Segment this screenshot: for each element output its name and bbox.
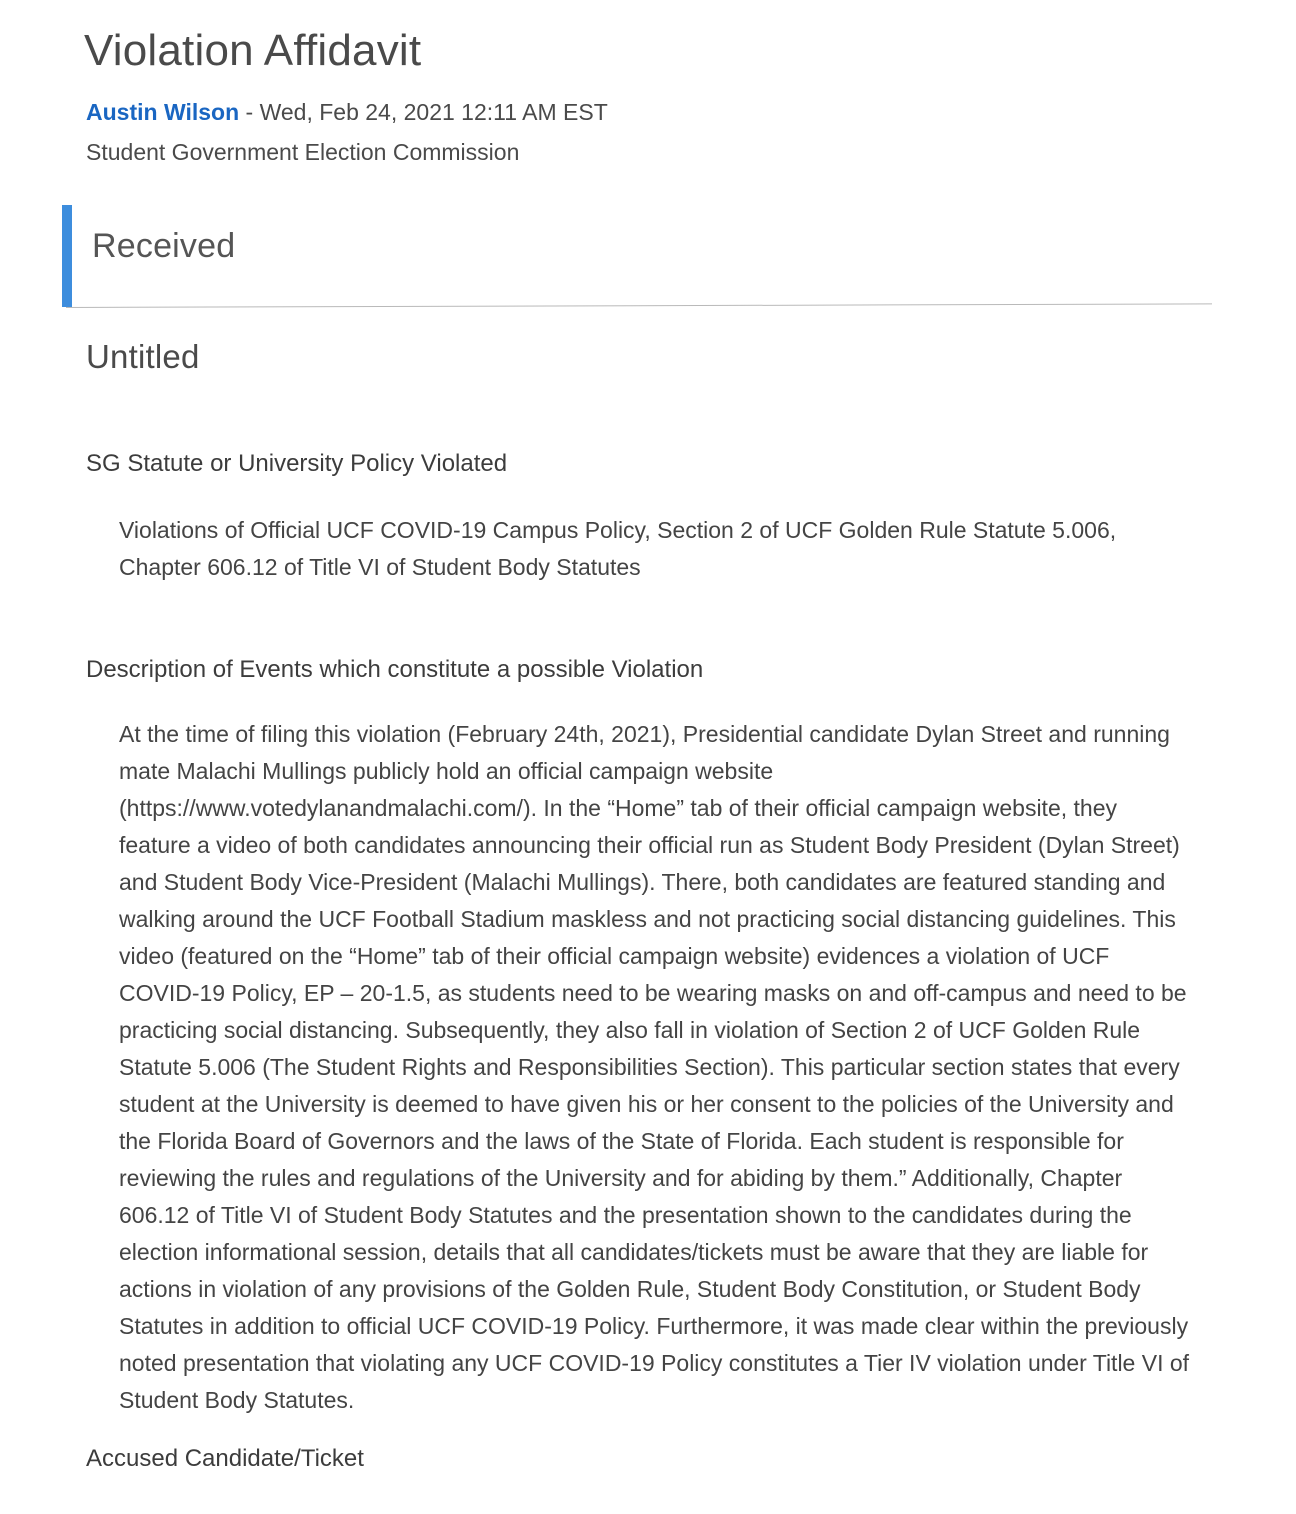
record-title: Untitled <box>86 338 200 375</box>
status-badge: Received <box>92 227 236 265</box>
field-label-description-of-events: Description of Events which constitute a possible Violation <box>86 656 704 683</box>
author-link[interactable]: Austin Wilson <box>86 99 240 125</box>
status-accent-bar <box>62 205 72 307</box>
submission-timestamp: Wed, Feb 24, 2021 12:11 AM EST <box>259 99 608 125</box>
field-label-statute-violated: SG Statute or University Policy Violated <box>86 450 508 477</box>
byline <box>86 99 608 127</box>
field-value-statute-violated: Violations of Official UCF COVID-19 Campus Policy, Section 2 of UCF Golden Rule Statute 5.006, Chapter 606.12 of Title VI of Student Body Statutes <box>119 517 1117 580</box>
field-label-accused-candidate-ticket: Accused Candidate/Ticket <box>86 1445 364 1472</box>
page-title: Violation Affidavit <box>84 26 422 75</box>
organization-name: Student Government Election Commission <box>86 139 520 165</box>
field-value-description-of-events: At the time of filing this violation (February 24th, 2021), Presidential candidate Dylan Street and running mate Malachi Mullings publicly hold an official campaign website (https://www.votedylanandmalachi.com/). In the “Home” tab of their official campaign website, they feature a video of both candidates announcing their official run as Student Body President (Dylan Street) and Student Body Vice-President (Malachi Mullings). There, both candidates are featured standing and walking around the UCF Football Stadium maskless and not practicing social distancing guidelines. This video (featured on the “Home” tab of their official campaign website) evidences a violation of UCF COVID-19 Policy, EP – 20-1.5, as students need to be wearing masks on and off-campus and need to be practicing social distancing. Subsequently, they also fall in violation of Section 2 of UCF Golden Rule Statute 5.006 (The Student Rights and Responsibilities Section). This particular section states that every student at the University is deemed to have given his or her consent to the policies of the University and the Florida Board of Governors and the laws of the State of Florida. Each student is responsible for reviewing the rules and regulations of the University and for abiding by them.” Additionally, Chapter 606.12 of Title VI of Student Body Statutes and the presentation shown to the candidates during the election informational session, details that all candidates/tickets must be aware that they are liable for actions in violation of any provisions of the Golden Rule, Student Body Constitution, or Student Body Statutes in addition to official UCF COVID-19 Policy. Furthermore, it was made clear within the previously noted presentation that violating any UCF COVID-19 Policy constitutes a Tier IV violation under Title VI of Student Body Statutes. <box>119 721 1190 1413</box>
byline-separator: - <box>239 99 260 125</box>
status-block <box>62 205 1212 307</box>
